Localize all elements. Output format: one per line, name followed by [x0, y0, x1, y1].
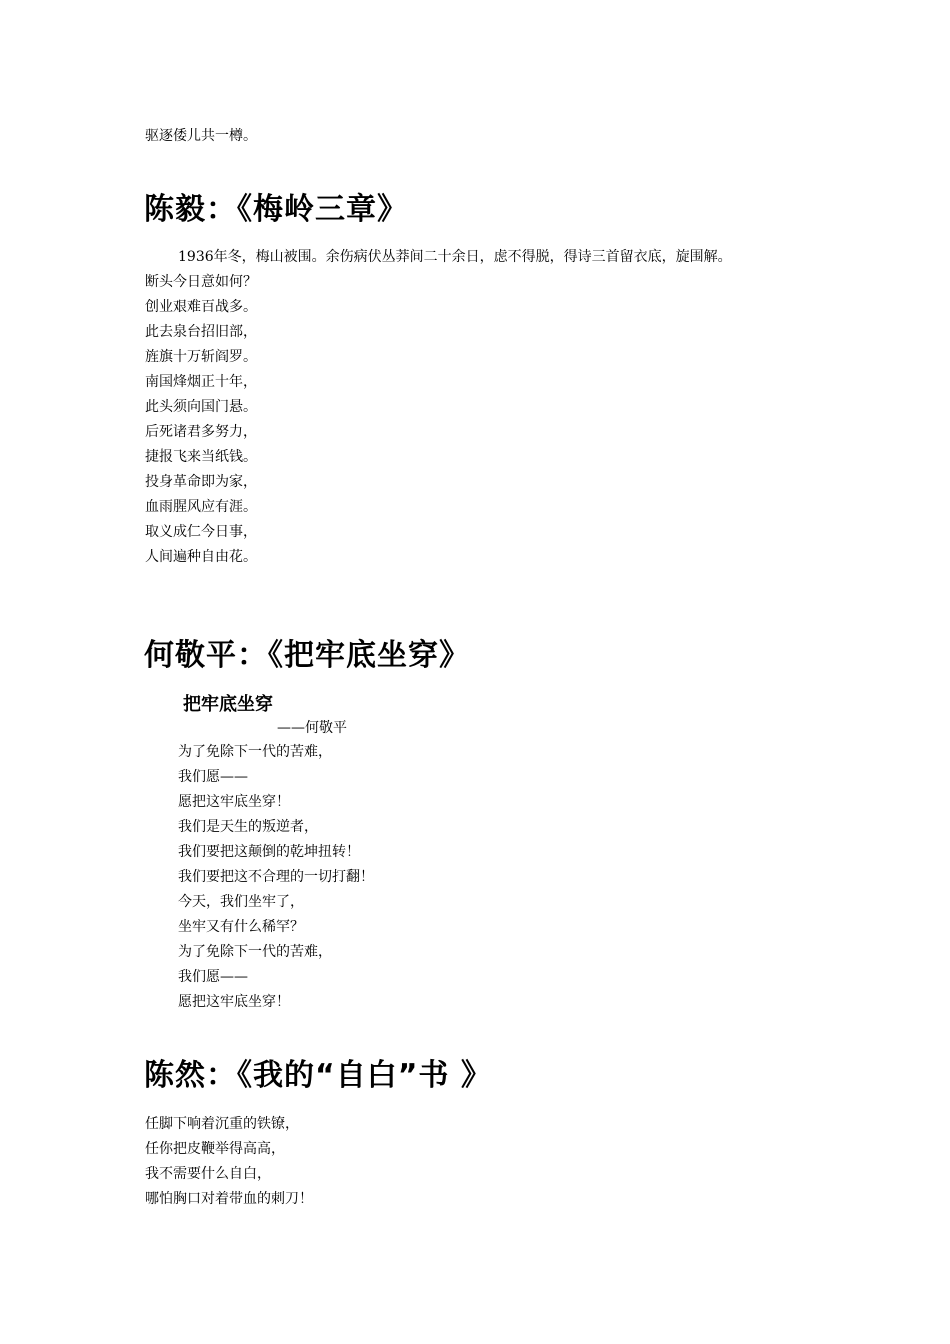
poem-preface: 1936年冬，梅山被围。余伤病伏丛莽间二十余日，虑不得脱，得诗三首留衣底，旋围解。 [178, 249, 732, 265]
poem-line: 坐牢又有什么稀罕？ [178, 919, 304, 935]
poem-line: 我们要把这不合理的一切打翻！ [178, 869, 374, 885]
poem-line: 人间遍种自由花。 [145, 549, 257, 565]
poem-line: 创业艰难百战多。 [145, 299, 257, 315]
poem-line: 愿把这牢底坐穿！ [178, 994, 290, 1010]
poem-line: 哪怕胸口对着带血的刺刀！ [145, 1191, 313, 1207]
poem-line: 我们是天生的叛逆者， [178, 819, 318, 835]
poem-line: 为了免除下一代的苦难， [178, 944, 332, 960]
poem-line: 旌旗十万斩阎罗。 [145, 349, 257, 365]
poem-line: 此去泉台招旧部， [145, 324, 257, 340]
poem-line: 血雨腥风应有涯。 [145, 499, 257, 515]
poem-line: 今天，我们坐牢了， [178, 894, 304, 910]
poem-line: 我们愿—— [178, 769, 248, 785]
poem-line: 此头须向国门悬。 [145, 399, 257, 415]
poem-line: 任你把皮鞭举得高高， [145, 1141, 285, 1157]
poem-line: 我们要把这颠倒的乾坤扭转！ [178, 844, 360, 860]
poem-line: 断头今日意如何？ [145, 274, 257, 290]
section-heading-he-jingping: 何敬平：《把牢底坐穿》 [144, 638, 470, 673]
poem-line: 取义成仁今日事， [145, 524, 257, 540]
poem-line: 后死诸君多努力， [145, 424, 257, 440]
poem-title: 把牢底坐穿 [183, 694, 273, 715]
poem-byline: ——何敬平 [277, 720, 347, 736]
poem-line: 为了免除下一代的苦难， [178, 744, 332, 760]
section-heading-chen-ran: 陈然：《我的“自白”书 》 [144, 1058, 492, 1093]
section-heading-chen-yi: 陈毅：《梅岭三章》 [144, 192, 408, 227]
poem-line: 任脚下响着沉重的铁镣， [145, 1116, 299, 1132]
poem-line: 南国烽烟正十年， [145, 374, 257, 390]
poem-line: 驱逐倭儿共一樽。 [145, 128, 257, 144]
poem-line: 我们愿—— [178, 969, 248, 985]
poem-line: 投身革命即为家， [145, 474, 257, 490]
poem-line: 愿把这牢底坐穿！ [178, 794, 290, 810]
poem-line: 我不需要什么自白， [145, 1166, 271, 1182]
poem-line: 捷报飞来当纸钱。 [145, 449, 257, 465]
